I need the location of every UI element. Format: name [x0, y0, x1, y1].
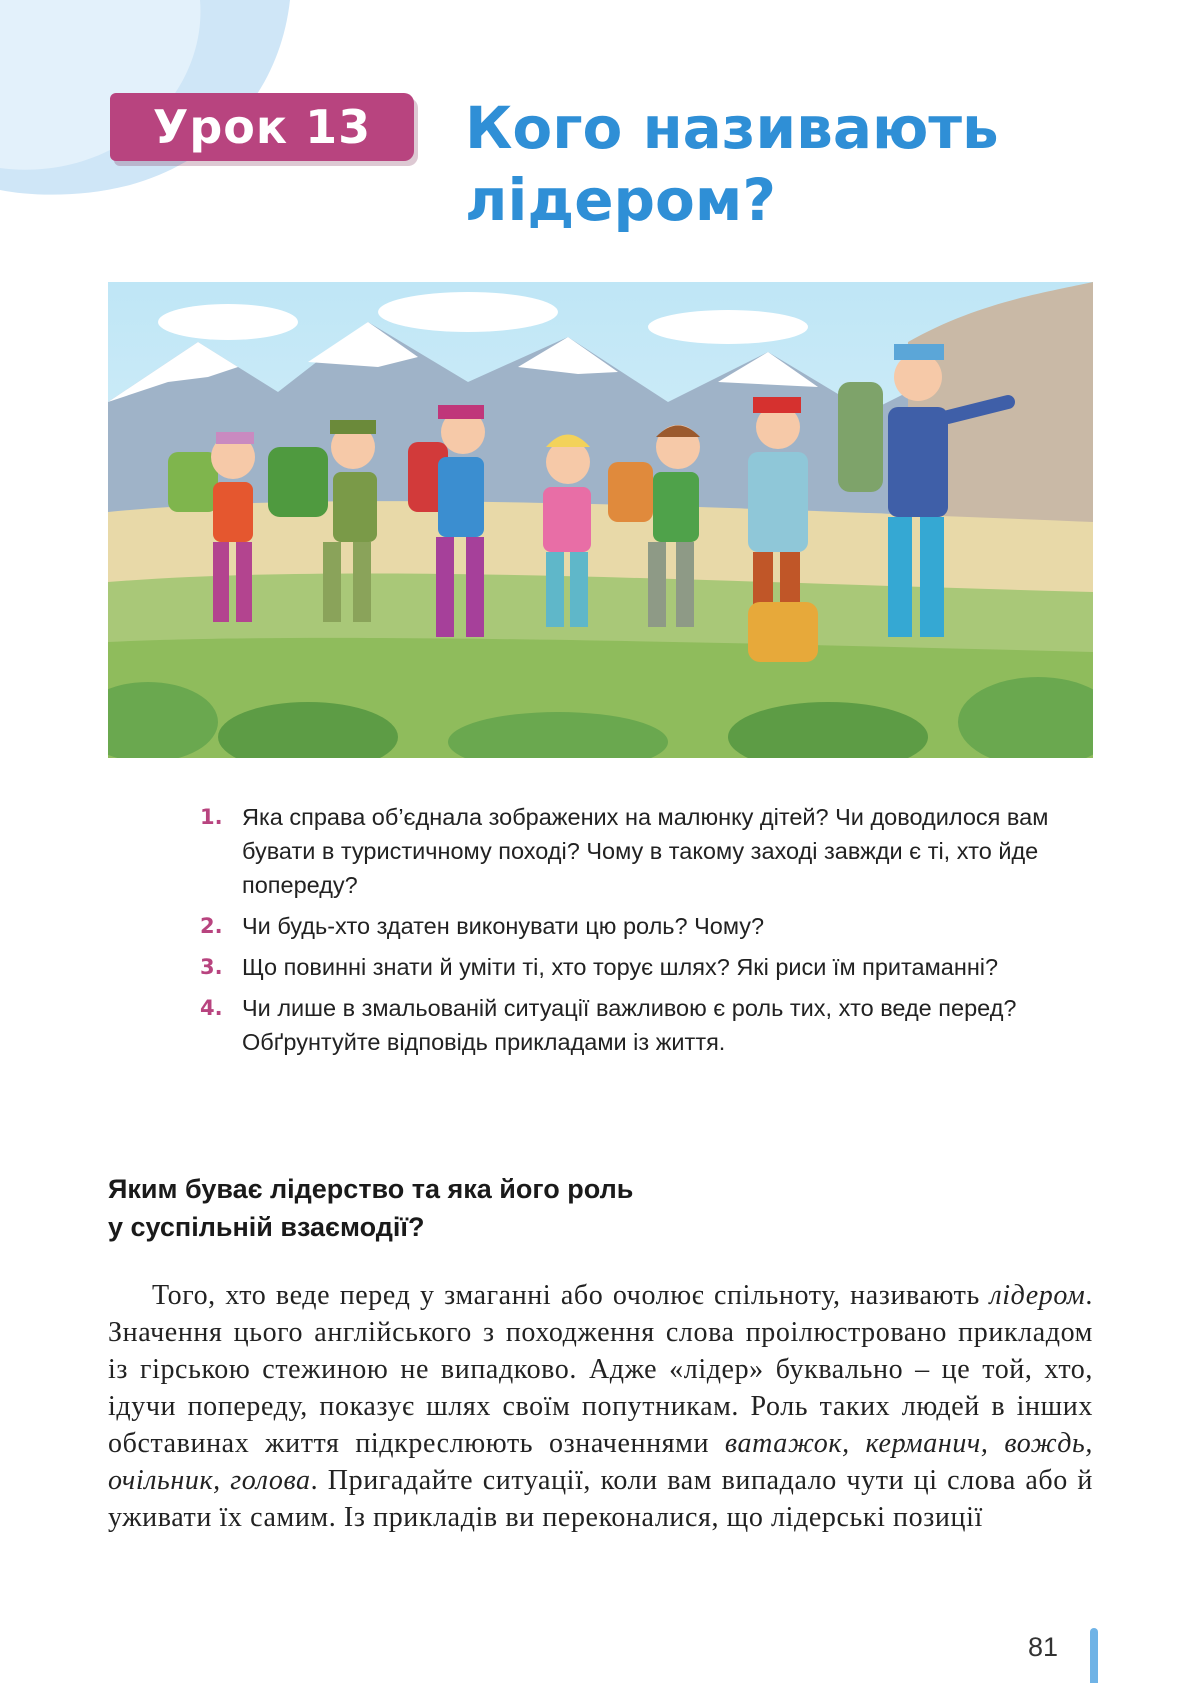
lesson-title	[465, 92, 1085, 236]
question-number: 1.	[200, 805, 223, 829]
lesson-title-line2: лідером?	[465, 166, 776, 234]
body-text-a: Того, хто веде перед у змаганні або очолює спільноту, називають	[152, 1280, 990, 1311]
question-item	[200, 800, 1100, 902]
section-heading-line2: у суспільній взаємодії?	[108, 1212, 425, 1242]
term-leader: лідером	[989, 1280, 1086, 1311]
question-text: Яка справа об’єднала зображених на малюнку дітей? Чи доводилося вам бувати в туристичному поході? Чому в такому заході завжди є ті, хто йде попереду?	[242, 804, 1049, 898]
page-edge-marker	[1090, 1628, 1098, 1683]
question-number: 3.	[200, 955, 223, 979]
body-paragraph	[108, 1277, 1093, 1536]
question-text: Чи лише в змальованій ситуації важливою є роль тих, хто веде перед? Обґрунтуйте відповідь прикладами із життя.	[242, 995, 1017, 1055]
question-number: 2.	[200, 914, 223, 938]
lesson-badge: Урок 13	[110, 93, 414, 161]
question-text: Чи будь-хто здатен виконувати цю роль? Чому?	[242, 913, 765, 939]
lesson-title-line1: Кого називають	[465, 94, 999, 162]
question-item	[200, 950, 1100, 984]
body-text-b: . Значення цього англійського з походження слова проілюстровано прикладом із гірською стежиною не випадково. Адже «лідер» буквально – це той, хто, ідучи попереду, показує шлях своїм попутникам. Роль таких людей в інших обставинах життя підкреслюють означеннями	[108, 1280, 1093, 1459]
questions-list	[200, 800, 1100, 1066]
page-number: 81	[1028, 1632, 1059, 1662]
term-synonyms: ватажок, керманич, вождь, очільник, голова	[108, 1428, 1093, 1496]
section-heading	[108, 1170, 808, 1246]
section-heading-line1: Яким буває лідерство та яка його роль	[108, 1174, 634, 1204]
hiking-illustration	[108, 282, 1093, 758]
question-text: Що повинні знати й уміти ті, хто торує шлях? Які риси їм притаманні?	[242, 954, 999, 980]
question-item	[200, 991, 1100, 1059]
body-text-c: . Пригадайте ситуації, коли вам випадало чути ці слова або й уживати їх самим. Із прикладів ви переконалися, що лідерські позиції	[108, 1465, 1093, 1533]
question-item	[200, 909, 1100, 943]
question-number: 4.	[200, 996, 223, 1020]
